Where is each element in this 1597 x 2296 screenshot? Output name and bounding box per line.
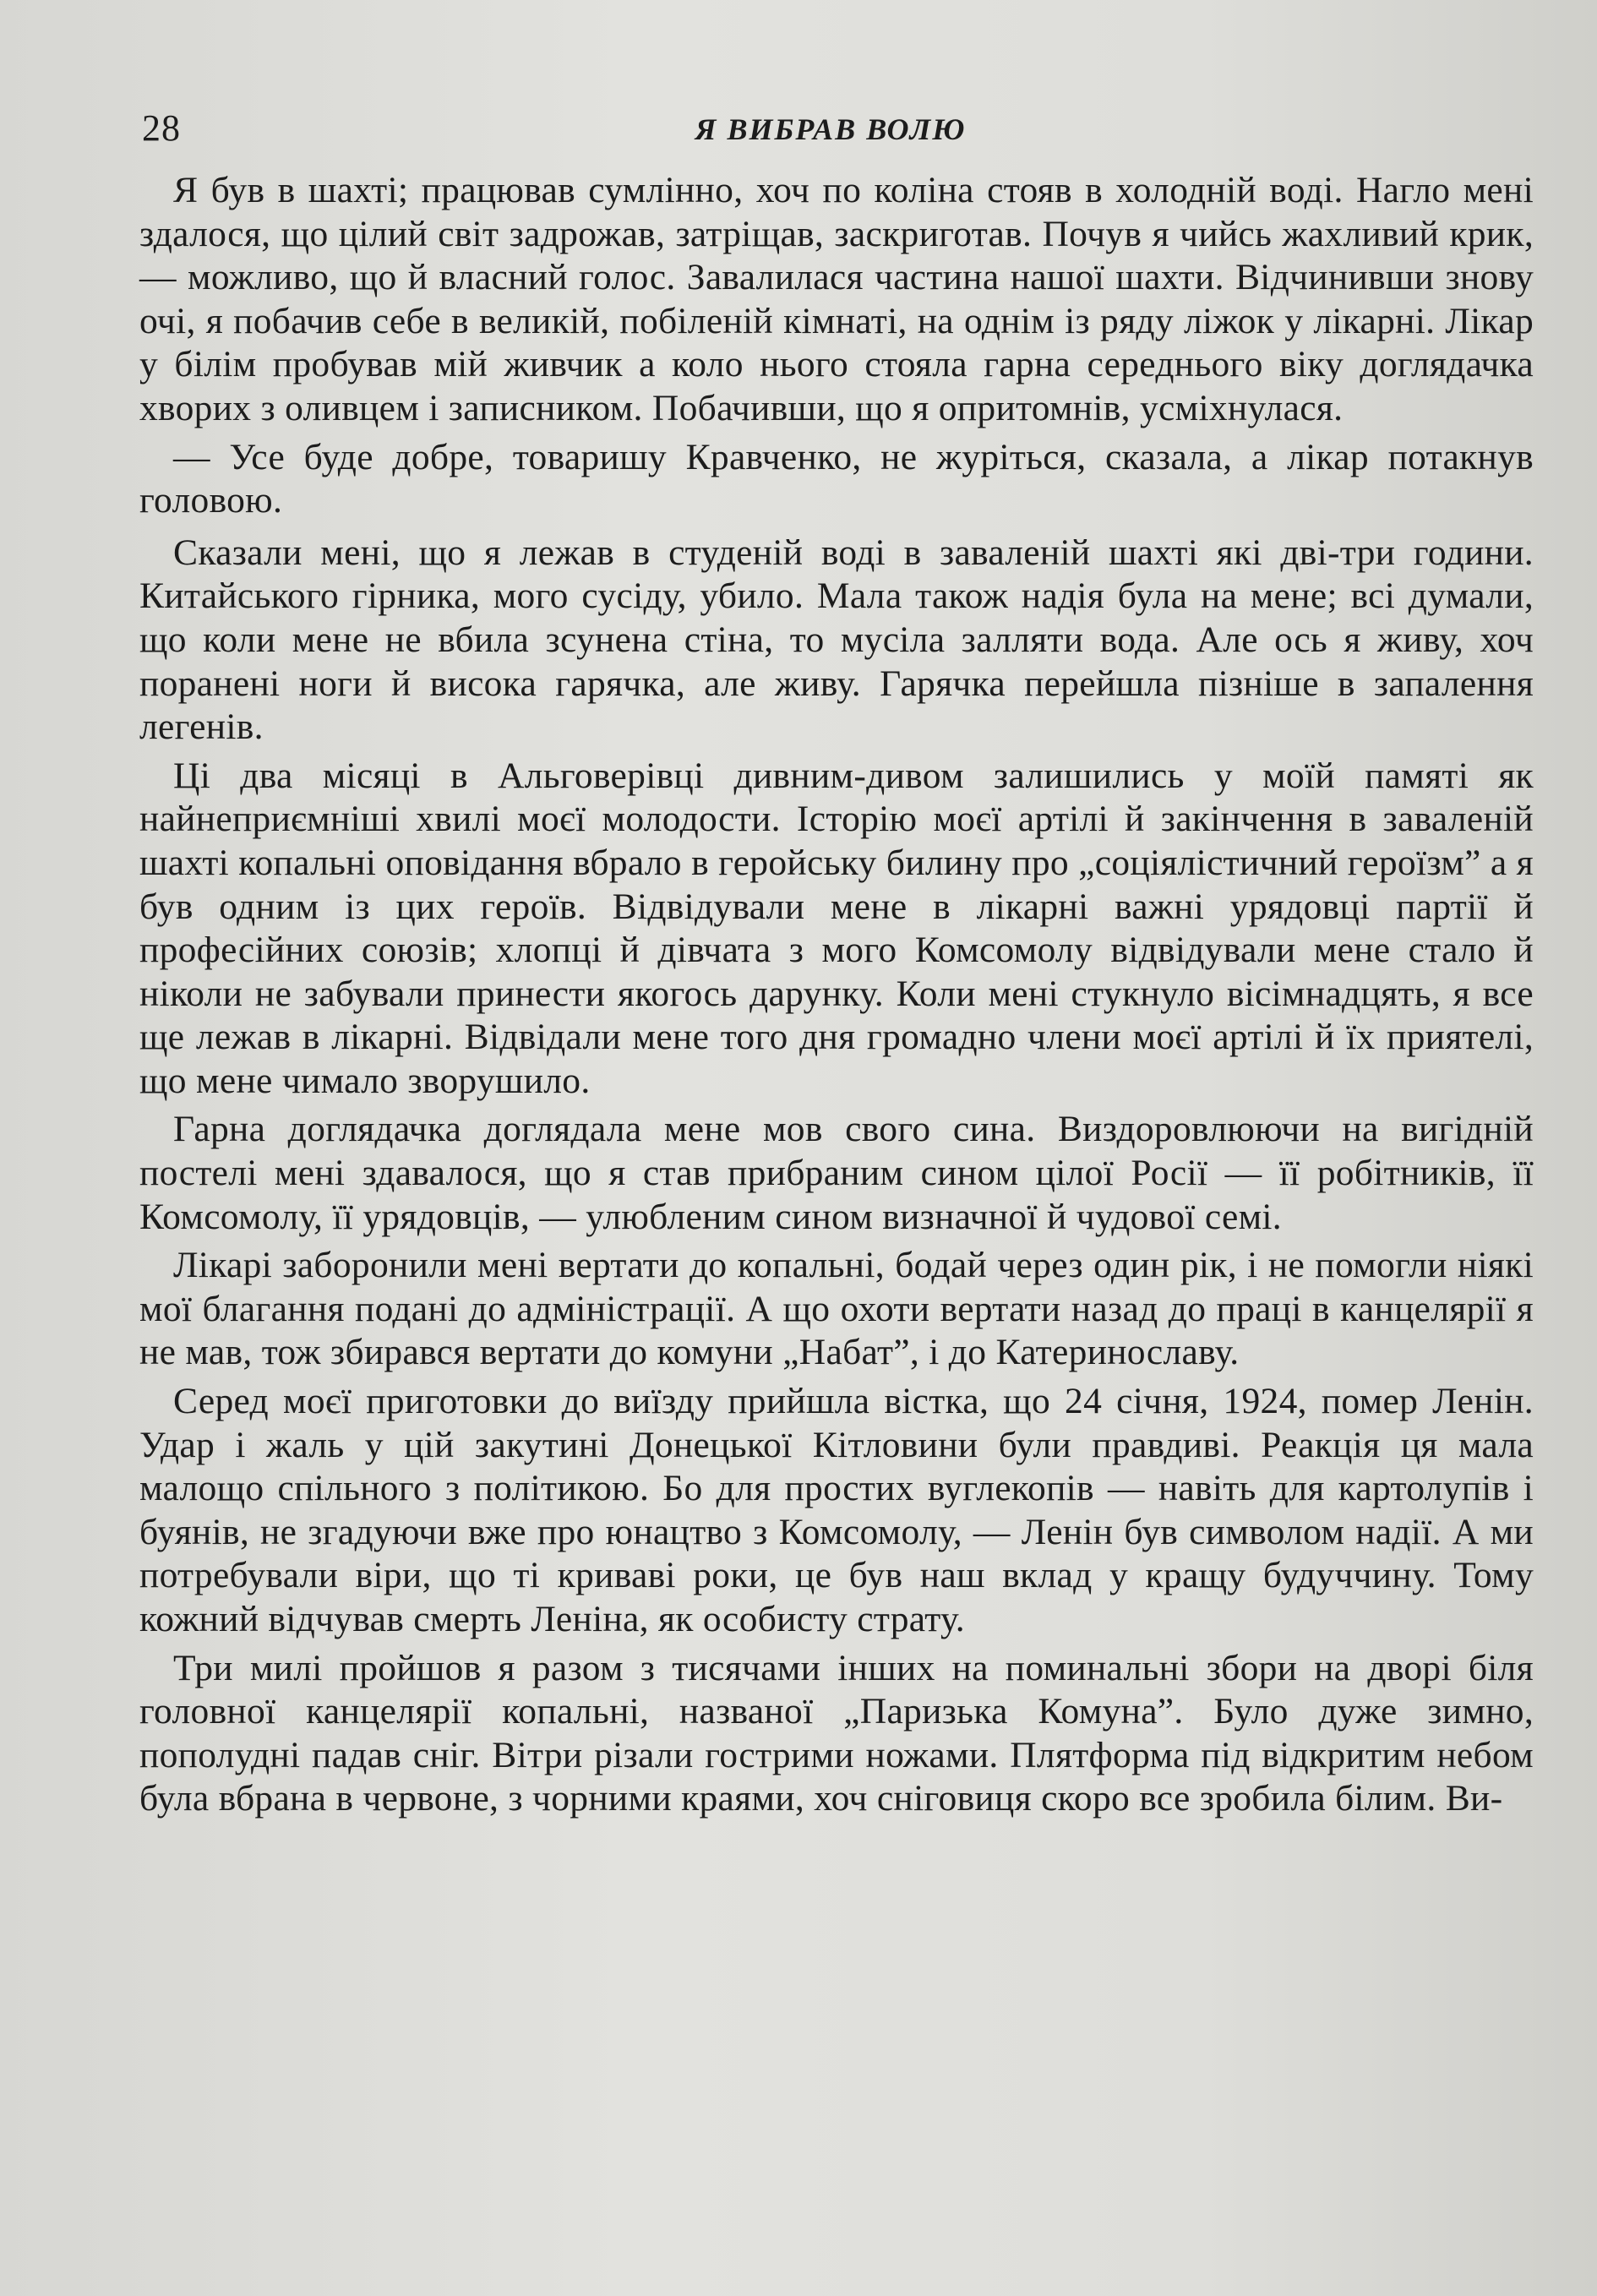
page-header <box>142 106 1519 157</box>
paragraph: Я був в шахті; працював сумлінно, хоч по коліна стояв в холодній воді. Нагло мені здалося, що цілий світ задрожав, затріщав, заскриготав. Почув я чийсь жахливий крик, — можливо, що й власний голос. Завалилася частина нашої шахти. Відчинивши знову очі, я побачив себе в великій, побіленій кімнаті, на однім із ряду ліжок у лікарні. Лікар у білім пробував мій живчик а коло нього стояла гарна середнього віку доглядачка хворих з оливцем і записником. Побачивши, що я опритомнів, усміхнулася. <box>139 170 1534 428</box>
paragraph: Три милі пройшов я разом з тисячами інших на поминальні збори на дворі біля головної канцелярії копальні, названої „Паризька Комуна”. Було дуже зимно, пополудні падав сніг. Вітри різали гострими ножами. Плятформа під відкритим небом була вбрана в червоне, з чорними краями, хоч сніговиця скоро все зробила білим. Ви- <box>139 1647 1534 1819</box>
paragraph: Лікарі заборонили мені вертати до копальні, бодай через один рік, і не помогли ніякі мої благання подані до адміністрації. А що охоти вертати назад до праці в канцелярії я не мав, тож збирався вертати до комуни „Набат”, і до Катеринославу. <box>139 1245 1534 1373</box>
paragraph: Серед моєї приготовки до виїзду прийшла вістка, що 24 січня, 1924, помер Ленін. Удар і жаль у цій закутині Донецької Кітловини були правдиві. Реакція ця мала малощо спільного з політикою. Бо для простих вуглекопів — навіть для картолупів і буянів, не згадуючи вже про юнацтво з Комсомолу, — Ленін був символом надії. А ми потребували віри, що ті криваві роки, це був наш вклад у кращу будуччину. Тому кожний відчував смерть Леніна, як особисту страту. <box>139 1381 1534 1639</box>
paragraph: — Усе буде добре, товаришу Кравченко, не журіться, сказала, а лікар потакнув головою. <box>139 436 1534 521</box>
paragraph: Сказали мені, що я лежав в студеній воді в заваленій шахті які дві-три години. Китайського гірника, мого сусіду, убило. Мала також надія була на мене; всі думали, що коли мене не вбила зсунена стіна, то мусіла залляти вода. Але ось я живу, хоч поранені ноги й висока гарячка, але живу. Гарячка перейшла пізніше в запалення легенів. <box>139 532 1534 748</box>
paragraph: Гарна доглядачка доглядала мене мов свого сина. Виздоровлюючи на вигідній постелі мені здавалося, що я став прибраним сином цілої Росії — її робітників, її Комсомолу, її урядовців, — улюбленим сином визначної й чудової семі. <box>139 1109 1534 1237</box>
page-number: 28 <box>142 107 181 149</box>
body-text <box>139 169 1534 1826</box>
paragraph: Ці два місяці в Альговерівці дивним-дивом залишились у моїй памяті як найнеприємніші хвилі моєї молодости. Історію моєї артілі й закінчення в заваленій шахті копальні оповідання вбрало в геройську билину про „соціялістичний героїзм” а я був одним із цих героїв. Відвідували мене в лікарні важні урядовці партії й професійних союзів; хлопці й дівчата з мого Комсомолу відвідували мене стало й ніколи не забували принести якогось дарунку. Коли мені стукнуло вісімнадцять, я все ще лежав в лікарні. Відвідали мене того дня громадно члени моєї артілі й їх приятелі, що мене чимало зворушило. <box>139 755 1534 1101</box>
running-title: Я ВИБРАВ ВОЛЮ <box>695 112 967 146</box>
